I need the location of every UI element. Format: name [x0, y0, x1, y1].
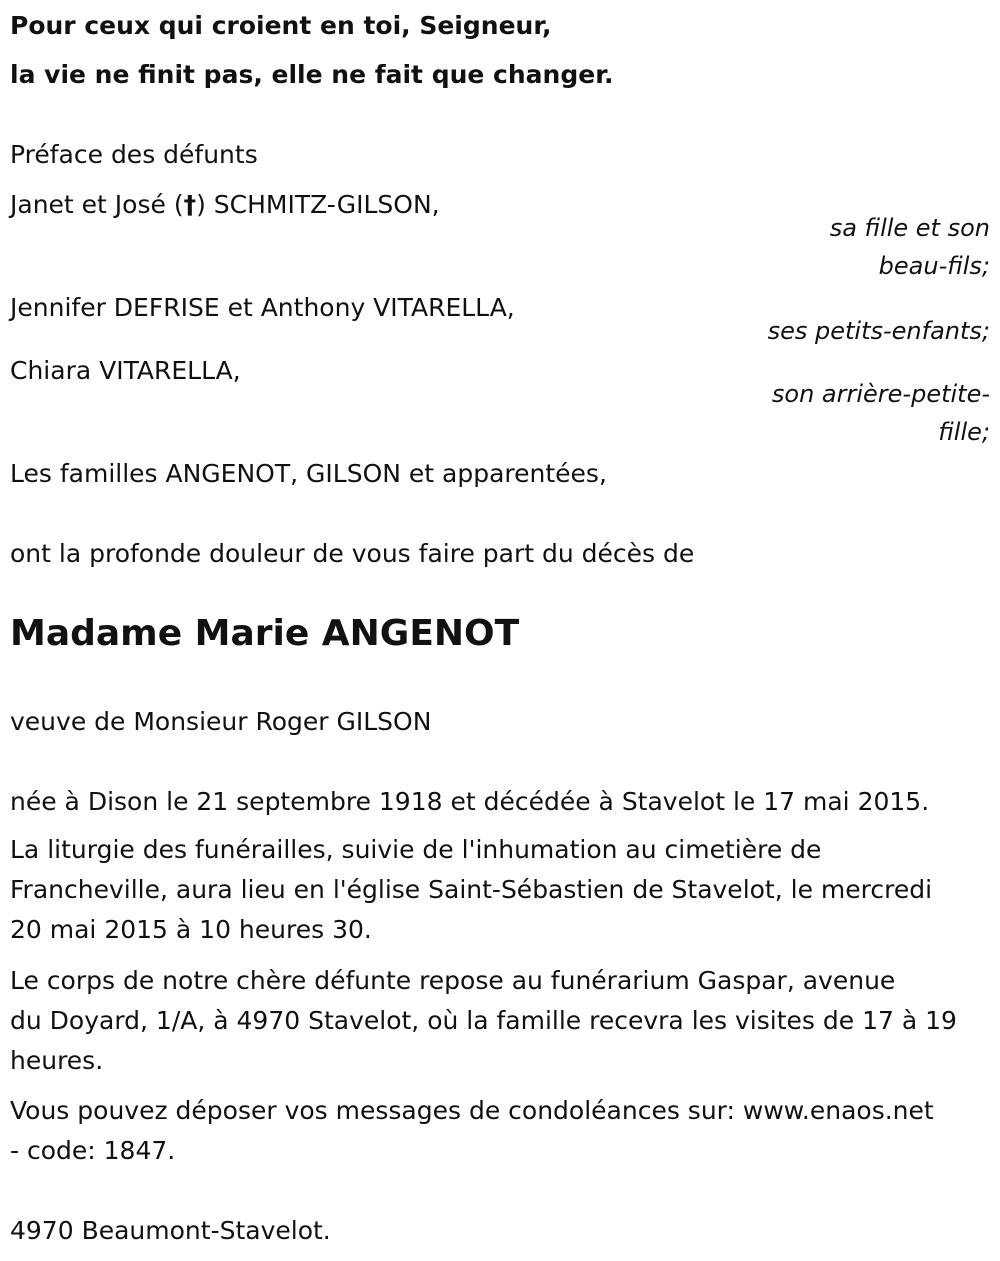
deceased-name: Madame Marie ANGENOT — [10, 613, 520, 654]
family-name-part-1: Janet et José ( — [10, 190, 184, 219]
rest-text-line-1: Le corps de notre chère défunte repose au funérarium Gaspar, avenue — [10, 966, 896, 995]
condolences-text-line-1: Vous pouvez déposer vos messages de condoléances sur: www.enaos.net — [10, 1096, 934, 1125]
relation-line: sa fille et son — [829, 214, 990, 242]
relation-line: beau-fils; — [878, 252, 990, 280]
preface-text: Préface des défunts — [10, 140, 258, 169]
birth-death-text: née à Dison le 21 septembre 1918 et décédée à Stavelot le 17 mai 2015. — [10, 787, 930, 816]
family-name-part-2: ) SCHMITZ-GILSON, — [196, 190, 440, 219]
cross-icon: † — [183, 190, 197, 219]
funeral-text-line-1: La liturgie des funérailles, suivie de l'inhumation au cimetière de — [10, 835, 822, 864]
rest-text-line-2: du Doyard, 1/A, à 4970 Stavelot, où la famille recevra les visites de 17 à 19 — [10, 1006, 957, 1035]
family-entry-defrise-vitarella: Jennifer DEFRISE et Anthony VITARELLA, — [10, 293, 515, 322]
funeral-text-line-2: Francheville, aura lieu en l'église Saint-Sébastien de Stavelot, le mercredi — [10, 875, 933, 904]
verse-line-1: Pour ceux qui croient en toi, Seigneur, — [10, 11, 552, 40]
announcement-text: ont la profonde douleur de vous faire part du décès de — [10, 539, 695, 568]
family-relation-grandchildren: ses petits-enfants; — [767, 317, 990, 345]
family-entry-schmitz-gilson — [10, 185, 440, 225]
rest-text-line-3: heures. — [10, 1046, 104, 1075]
verse-line-2: la vie ne finit pas, elle ne fait que changer. — [10, 60, 614, 89]
relation-line: son arrière-petite- — [771, 380, 990, 408]
family-relation-great-granddaughter — [772, 375, 990, 451]
family-entry-families: Les familles ANGENOT, GILSON et apparentées, — [10, 459, 607, 488]
family-entry-chiara-vitarella: Chiara VITARELLA, — [10, 356, 241, 385]
widow-of-text: veuve de Monsieur Roger GILSON — [10, 707, 432, 736]
family-relation-daughter — [830, 209, 990, 285]
condolences-text-line-2: - code: 1847. — [10, 1136, 176, 1165]
address-text: 4970 Beaumont-Stavelot. — [10, 1216, 331, 1245]
funeral-text-line-3: 20 mai 2015 à 10 heures 30. — [10, 915, 372, 944]
relation-line: fille; — [938, 418, 990, 446]
